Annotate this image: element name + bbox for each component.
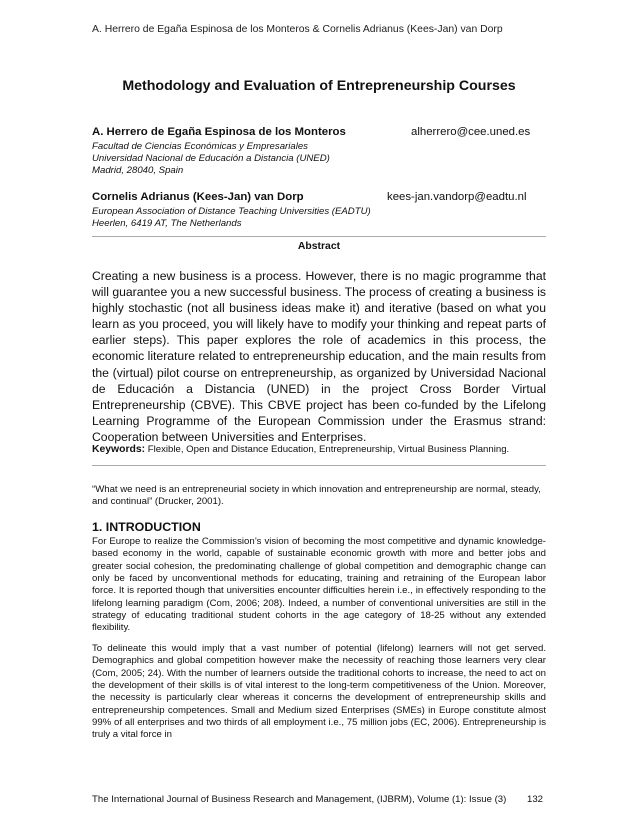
author-1-name: A. Herrero de Egaña Espinosa de los Monteros [92,126,346,138]
paper-title: Methodology and Evaluation of Entrepreneurship Courses [122,78,516,94]
keywords-label: Keywords: [92,444,146,455]
abstract-heading: Abstract [297,241,341,252]
author-1-affiliation-line-3: Madrid, 28040, Spain [92,165,184,176]
section-heading-introduction: 1. INTRODUCTION [92,520,201,534]
running-header: A. Herrero de Egaña Espinosa de los Monteros & Cornelis Adrianus (Kees-Jan) van Dorp [92,24,503,35]
author-1-affiliation-line-1: Facultad de Ciencias Económicas y Empresariales [92,141,308,152]
author-1-affiliation-line-2: Universidad Nacional de Educación a Distancia (UNED) [92,153,330,164]
author-1-email: alherrero@cee.uned.es [411,126,531,138]
divider [92,465,546,466]
introduction-paragraph-2: To delineate this would imply that a vast number of potential (lifelong) learners will not get served. Demographics and global competition however make the necessity of reaching those learners very clear (Com, 2005; 24). With the number of learners outside the traditional cohorts to increase, the need to act on the development of their skills is of vital interest to the long-term competitiveness of the Union. Moreover, the necessity is particularly clear whereas it concerns the development of entrepreneurship skills and entrepreneurship competences. Small and Medium sized Enterprises (SMEs) in Europe constitute almost 99% of all enterprises and two thirds of all employment i.e., 75 million jobs (EC, 2006). Entrepreneurship is truly a vital force in [92,643,546,741]
footer-journal: The International Journal of Business Research and Management, (IJBRM), Volume (1): Issue (3) [92,794,507,805]
keywords-text: Flexible, Open and Distance Education, Entrepreneurship, Virtual Business Planning. [147,444,510,455]
author-2-email: kees-jan.vandorp@eadtu.nl [387,191,527,203]
author-2-name: Cornelis Adrianus (Kees-Jan) van Dorp [92,191,304,203]
keywords [92,444,552,455]
abstract-text: Creating a new business is a process. However, there is no magic programme that will guarantee you a new successful business. The process of creating a business is highly stochastic (not all business ideas make it) and iterative (based on what you learn as you proceed, you will likely have to modify your thinking and repeat parts of earlier steps). This paper explores the role of academics in this process, the economic literature related to entrepreneurship education, and the main results from the (virtual) pilot course on entrepreneurship, as organized by Universidad Nacional de Educación a Distancia (UNED) in the project Cross Border Virtual Entrepreneurship (CBVE). This CBVE project has been co-funded by the Lifelong Learning Programme of the European Commission under the Erasmus strand: Cooperation between Universities and Enterprises. [92,269,546,444]
author-2-affiliation-line-2: Heerlen, 6419 AT, The Netherlands [92,218,242,229]
introduction-paragraph-1: For Europe to realize the Commission’s vision of becoming the most competitive and dynamic knowledge-based economy in the world, capable of sustainable economic growth with more and better jobs and greater social cohesion, the predominating challenge of global competition and demographic change can only be faced by unconventional methods for educating, training and retraining of the European labor force. It is reported though that universities encounter difficulties herein i.e., in effectively responding to the lifelong learning paradigm (Com, 2006; 208). Indeed, a number of conventional universities are still in the strategy of educating traditional student cohorts in the age category of 18-25 without any extended flexibility. [92,536,546,634]
divider [92,236,546,237]
page-number: 132 [527,794,544,805]
author-2-affiliation-line-1: European Association of Distance Teaching Universities (EADTU) [92,206,371,217]
epigraph-quote: “What we need is an entrepreneurial society in which innovation and entrepreneurship are normal, steady, and continual” (Drucker, 2001). [92,484,541,508]
